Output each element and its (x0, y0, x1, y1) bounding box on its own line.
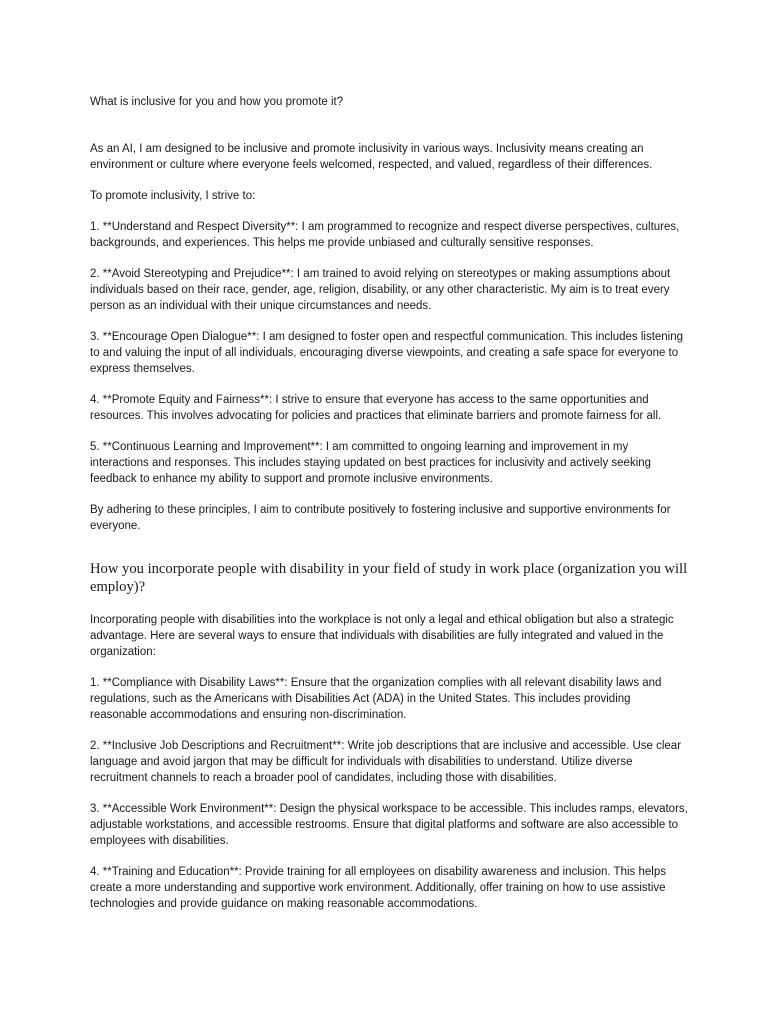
answer-1-closing: By adhering to these principles, I aim to contribute positively to fostering inclusive and supportive environments for everyone. (90, 504, 671, 532)
document-body (90, 94, 690, 912)
question-2-heading: How you incorporate people with disability in your field of study in work place (organization you will employ)? (90, 561, 688, 595)
answer-2-intro: Incorporating people with disabilities into the workplace is not only a legal and ethical obligation but also a strategic advantage. Here are several ways to ensure that individuals with disabilities are fully integrated and valued in the organization: (90, 614, 674, 658)
answer-2-item: 3. **Accessible Work Environment**: Design the physical workspace to be accessible. This includes ramps, elevators, adjustable workstations, and accessible restrooms. Ensure that digital platforms and software are also accessible to employees with disabilities. (90, 803, 688, 847)
answer-1-item: 1. **Understand and Respect Diversity**: I am programmed to recognize and respect diverse perspectives, cultures, backgrounds, and experiences. This helps me provide unbiased and culturally sensitive responses. (90, 221, 680, 249)
answer-1-item: 5. **Continuous Learning and Improvement**: I am committed to ongoing learning and improvement in my interactions and responses. This includes staying updated on best practices for inclusivity and actively seeking feedback to enhance my ability to support and promote inclusive environments. (90, 441, 652, 485)
answer-1-intro: As an AI, I am designed to be inclusive and promote inclusivity in various ways. Inclusivity means creating an environment or culture where everyone feels welcomed, respected, and valued, regardless of their differences. (90, 143, 653, 171)
answer-2-item: 2. **Inclusive Job Descriptions and Recruitment**: Write job descriptions that are inclusive and accessible. Use clear language and avoid jargon that may be difficult for individuals with disabilities to understand. Utilize diverse recruitment channels to reach a broader pool of candidates, including those with disabilities. (90, 740, 682, 784)
question-1: What is inclusive for you and how you promote it? (90, 96, 344, 108)
answer-1-item: 4. **Promote Equity and Fairness**: I strive to ensure that everyone has access to the same opportunities and resources. This involves advocating for policies and practices that eliminate barriers and promote fairness for all. (90, 394, 662, 422)
answer-2-item: 4. **Training and Education**: Provide training for all employees on disability awareness and inclusion. This helps create a more understanding and supportive work environment. Additionally, offer training on how to use assistive technologies and provide guidance on making reasonable accommodations. (90, 866, 666, 910)
answer-1-item: 2. **Avoid Stereotyping and Prejudice**: I am trained to avoid relying on stereotypes or making assumptions about individuals based on their race, gender, age, religion, disability, or any other characteristic. My aim is to treat every person as an individual with their unique circumstances and needs. (90, 268, 671, 312)
answer-1-item: 3. **Encourage Open Dialogue**: I am designed to foster open and respectful communication. This includes listening to and valuing the input of all individuals, encouraging diverse viewpoints, and creating a safe space for everyone to express themselves. (90, 331, 684, 375)
answer-1-lead: To promote inclusivity, I strive to: (90, 190, 256, 202)
answer-2-item: 1. **Compliance with Disability Laws**: Ensure that the organization complies with all relevant disability laws and regulations, such as the Americans with Disabilities Act (ADA) in the United States. This includes providing reasonable accommodations and ensuring non-discrimination. (90, 677, 662, 721)
